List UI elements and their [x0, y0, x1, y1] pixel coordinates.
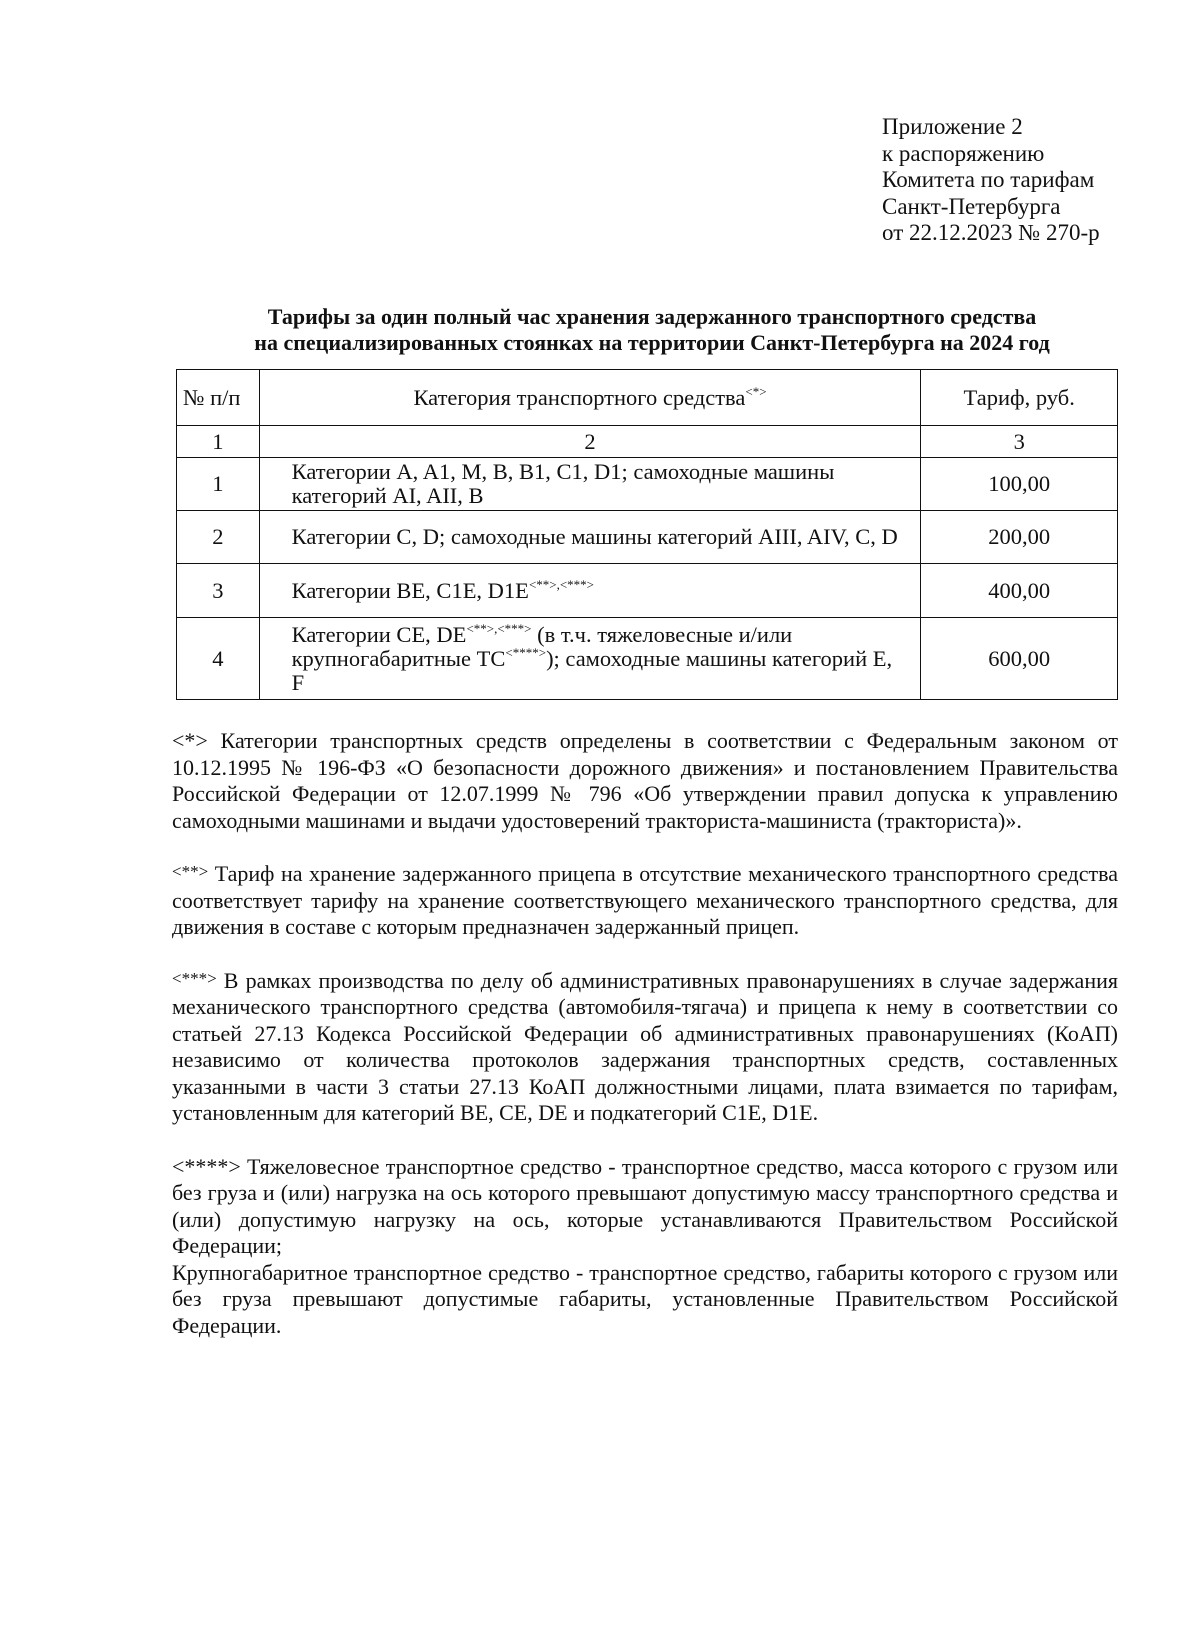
appendix-header — [882, 114, 1100, 247]
index-cell-3: 3 — [921, 426, 1118, 458]
table-index-row — [177, 426, 1118, 458]
row-category-text-b: (в т.ч. тяжеловесные и/или крупногабаритные ТС — [291, 621, 793, 671]
footnote-1-mark: <*> — [172, 728, 208, 753]
table-row — [177, 564, 1118, 618]
row-category-mark: <**>,<***> — [528, 576, 595, 592]
header-tariff: Тариф, руб. — [921, 370, 1118, 426]
row-category-mark-b: <****> — [505, 644, 547, 660]
footnote-1-text: Категории транспортных средств определены в соответствии с Федеральным законом от 10.12.1995 № 196-ФЗ «О безопасности дорожного движения» и постановлением Правительства Российской Федерации от 12.07.1999 № 796 «Об утверждении правил допуска к управлению самоходными машинами и выдачи удостоверений тракториста-машиниста (тракториста)». — [172, 728, 1118, 833]
appendix-line-1: Приложение 2 — [882, 114, 1023, 139]
row-category — [259, 564, 921, 618]
footnote-4-mark: <****> — [172, 1153, 241, 1179]
row-num: 4 — [177, 618, 260, 700]
tariffs-table — [176, 369, 1118, 700]
row-category-text-c: ); самоходные машины категорий E, F — [291, 645, 893, 695]
header-category — [259, 370, 921, 426]
title-line-1: Тарифы за один полный час хранения задержанного транспортного средства — [267, 304, 1037, 329]
header-category-mark: <*> — [745, 383, 767, 399]
index-cell-1: 1 — [177, 426, 260, 458]
row-tariff: 100,00 — [921, 458, 1118, 511]
row-tariff: 200,00 — [921, 511, 1118, 564]
footnotes — [172, 728, 1118, 1339]
header-category-label: Категория транспортного средства — [413, 384, 746, 410]
table-row — [177, 458, 1118, 511]
footnote-4-text: Тяжеловесное транспортное средство - транспортное средство, масса которого с грузом или без груза и (или) нагрузка на ось которого превышают допустимую массу транспортного средства и (или) допустимую нагрузку на ось, которые устанавливаются Правительством Российской Федерации; — [172, 1153, 1118, 1258]
row-tariff: 400,00 — [921, 564, 1118, 618]
appendix-line-5: от 22.12.2023 № 270-р — [882, 220, 1100, 245]
appendix-line-2: к распоряжению — [882, 140, 1045, 166]
document-title — [170, 304, 1134, 356]
row-num: 2 — [177, 511, 260, 564]
footnote-1 — [172, 728, 1118, 834]
table-row — [177, 511, 1118, 564]
row-num: 1 — [177, 458, 260, 511]
row-category: Категории A, A1, M, B, B1, C1, D1; самоходные машины категорий AI, AII, B — [259, 458, 921, 511]
appendix-line-4: Санкт-Петербурга — [882, 193, 1061, 219]
row-category-mark-a: <**>,<***> — [466, 620, 532, 636]
footnote-4 — [172, 1154, 1118, 1260]
footnote-3 — [172, 968, 1118, 1127]
index-cell-2: 2 — [259, 426, 921, 458]
footnote-3-text: В рамках производства по делу об административных правонарушениях в случае задержания механического транспортного средства (автомобиля-тягача) и прицепа к нему в соответствии со статьей 27.13 Кодекса Российской Федерации об административных правонарушениях (КоАП) независимо от количества протоколов задержания транспортных средств, составленных указанными в части 3 статьи 27.13 КоАП должностными лицами, плата взимается по тарифам, установленным для категорий BE, CE, DE и подкатегорий C1E, D1E. — [172, 967, 1118, 1125]
row-num: 3 — [177, 564, 260, 618]
table-header-row — [177, 370, 1118, 426]
footnote-2 — [172, 861, 1118, 941]
row-tariff: 600,00 — [921, 618, 1118, 700]
table-row — [177, 618, 1118, 700]
title-line-2: на специализированных стоянках на территории Санкт-Петербурга на 2024 год — [254, 330, 1050, 355]
footnote-2-mark: <**> — [172, 862, 209, 881]
row-category: Категории C, D; самоходные машины категорий AIII, AIV, C, D — [259, 511, 921, 564]
row-category-text: Категории BE, C1E, D1E — [291, 577, 529, 603]
row-category-text-a: Категории CE, DE — [291, 621, 467, 647]
footnote-3-mark: <***> — [172, 968, 217, 988]
row-category — [259, 618, 921, 700]
footnote-2-text: Тариф на хранение задержанного прицепа в отсутствие механического транспортного средства соответствует тарифу на хранение соответствующего механического транспортного средства, для движения в составе с которым предназначен задержанный прицеп. — [172, 861, 1118, 939]
footnote-5: Крупногабаритное транспортное средство - транспортное средство, габариты которого с грузом или без груза превышают допустимые габариты, установленные Правительством Российской Федерации. — [172, 1259, 1118, 1338]
header-num: № п/п — [177, 370, 260, 426]
appendix-line-3: Комитета по тарифам — [882, 167, 1095, 192]
